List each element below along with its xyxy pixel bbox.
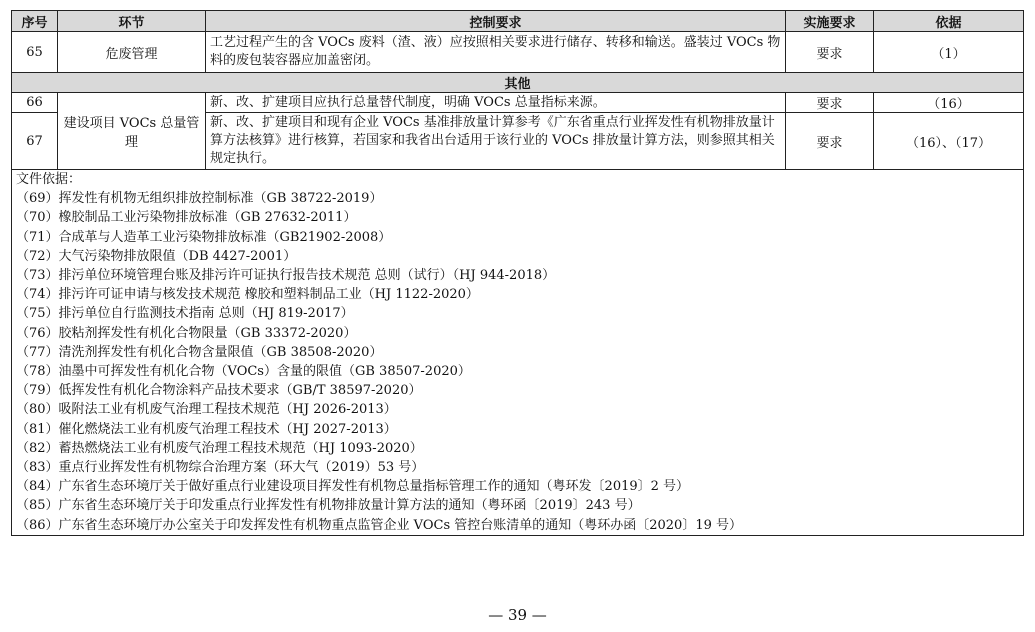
- table-row: [12, 32, 1024, 73]
- section-row: [12, 73, 1024, 93]
- reference-item: （69）挥发性有机物无组织排放控制标准（GB 38722-2019）: [16, 191, 383, 207]
- row-basis: （16）、（17）: [874, 113, 1024, 170]
- row-number: 67: [12, 113, 58, 170]
- table-header-row: [12, 11, 1024, 32]
- reference-item: （72）大气污染物排放限值（DB 4427-2001）: [16, 248, 297, 264]
- section-title: 其他: [12, 73, 1024, 93]
- row-number: 66: [12, 93, 58, 113]
- reference-item: （79）低挥发性有机化合物涂料产品技术要求（GB/T 38597-2020）: [16, 383, 422, 399]
- reference-item: （78）油墨中可挥发性有机化合物（VOCs）含量的限值（GB 38507-2020）: [16, 364, 471, 380]
- row-implementation: 要求: [786, 93, 874, 113]
- row-requirement: 新、改、扩建项目和现有企业 VOCs 基准排放量计算参考《广东省重点行业挥发性有机物排放量计算方法核算》进行核算，若国家和我省出台适用于该行业的 VOCs 排放量计算方法，则参照其相关规定执行。: [206, 113, 786, 170]
- reference-item: （84）广东省生态环境厅关于做好重点行业建设项目挥发性有机物总量指标管理工作的通知（粤环发〔2019〕2 号）: [16, 479, 690, 495]
- reference-item: （83）重点行业挥发性有机物综合治理方案（环大气（2019）53 号）: [16, 460, 425, 476]
- row-stage: 建设项目 VOCs 总量管理: [58, 93, 206, 170]
- header-no: 序号: [12, 11, 58, 32]
- header-implementation: 实施要求: [786, 11, 874, 32]
- header-stage: 环节: [58, 11, 206, 32]
- reference-item: （76）胶粘剂挥发性有机化合物限量（GB 33372-2020）: [16, 325, 357, 341]
- reference-item: （73）排污单位环境管理台账及排污许可证执行报告技术规范 总则（试行）（HJ 944-2018）: [16, 268, 556, 284]
- references-row: [12, 170, 1024, 536]
- row-stage: 危废管理: [58, 32, 206, 73]
- header-basis: 依据: [874, 11, 1024, 32]
- row-implementation: 要求: [786, 32, 874, 73]
- reference-item: （77）清洗剂挥发性有机化合物含量限值（GB 38508-2020）: [16, 344, 383, 360]
- reference-item: （74）排污许可证申请与核发技术规范 橡胶和塑料制品工业（HJ 1122-2020）: [16, 287, 479, 303]
- reference-item: （85）广东省生态环境厅关于印发重点行业挥发性有机物排放量计算方法的通知（粤环函〔2019〕243 号）: [16, 498, 641, 514]
- reference-item: （81）催化燃烧法工业有机废气治理工程技术（HJ 2027-2013）: [16, 421, 397, 437]
- requirements-table: [11, 10, 1024, 536]
- row-basis: （1）: [874, 32, 1024, 73]
- row-requirement: 工艺过程产生的含 VOCs 废料（渣、液）应按照相关要求进行储存、转移和输送。盛装过 VOCs 物料的废包装容器应加盖密闭。: [206, 32, 786, 73]
- reference-item: （75）排污单位自行监测技术指南 总则（HJ 819-2017）: [16, 306, 354, 322]
- references-cell: [12, 170, 1024, 536]
- table-row: [12, 93, 1024, 113]
- header-requirement: 控制要求: [206, 11, 786, 32]
- row-basis: （16）: [874, 93, 1024, 113]
- reference-item: （80）吸附法工业有机废气治理工程技术规范（HJ 2026-2013）: [16, 402, 397, 418]
- reference-item: （86）广东省生态环境厅办公室关于印发挥发性有机物重点监管企业 VOCs 管控台账清单的通知（粤环办函〔2020〕19 号）: [16, 517, 743, 533]
- row-requirement: 新、改、扩建项目应执行总量替代制度，明确 VOCs 总量指标来源。: [206, 93, 786, 113]
- references-heading: 文件依据：: [16, 172, 82, 187]
- row-number: 65: [12, 32, 58, 73]
- row-implementation: 要求: [786, 113, 874, 170]
- reference-item: （71）合成革与人造革工业污染物排放标准（GB21902-2008）: [16, 229, 392, 245]
- reference-item: （82）蓄热燃烧法工业有机废气治理工程技术规范（HJ 1093-2020）: [16, 440, 423, 456]
- page-number: — 39 —: [488, 606, 547, 624]
- reference-item: （70）橡胶制品工业污染物排放标准（GB 27632-2011）: [16, 210, 357, 226]
